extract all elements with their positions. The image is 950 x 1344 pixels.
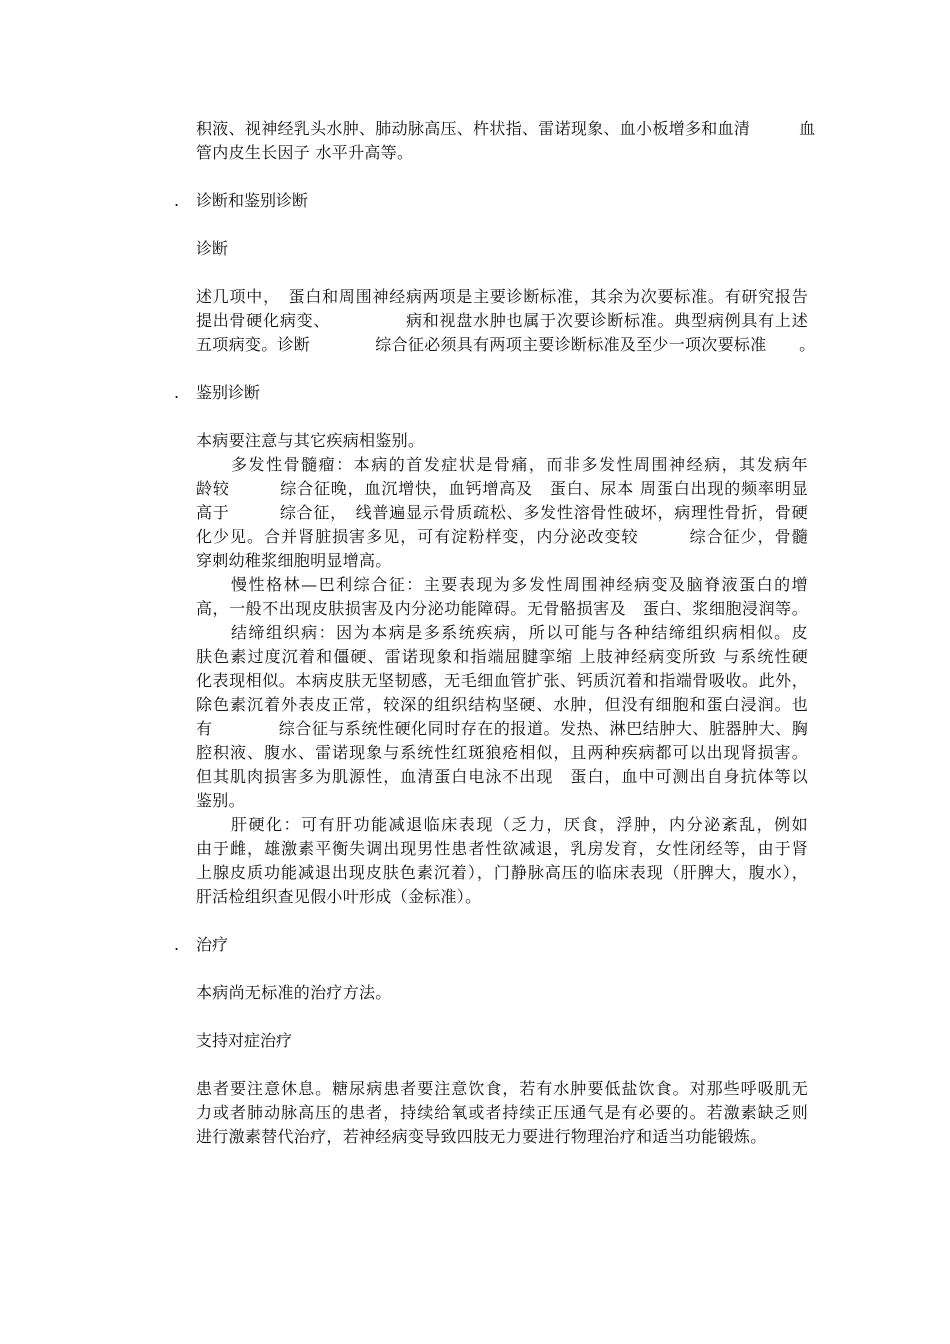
paragraph-line: 进行激素替代治疗，若神经病变导致四肢无力要进行物理治疗和适当功能锻炼。: [196, 1127, 767, 1146]
paragraph-line: 高，一般不出现皮肤损害及内分泌功能障碍。无骨骼损害及 蛋白、浆细胞浸润等。: [196, 599, 808, 618]
paragraph-line: 提出骨硬化病变、 病和视盘水肿也属于次要诊断标准。典型病例具有上述: [196, 311, 808, 330]
paragraph-line: 由于雌，雄激素平衡失调出现男性患者性欲减退，乳房发育，女性闭经等，由于肾: [196, 839, 808, 858]
paragraph-line: 结缔组织病：因为本病是多系统疾病，所以可能与各种结缔组织病相似。皮: [196, 623, 808, 642]
subheading-diagnosis: 诊断: [196, 239, 229, 258]
paragraph-line: 龄较 综合征晚，血沉增快，血钙增高及 蛋白、尿本 周蛋白出现的频率明显: [196, 479, 808, 498]
paragraph-line: 本病尚无标准的治疗方法。: [196, 983, 392, 1002]
paragraph-line: 除色素沉着外表皮正常，较深的组织结构坚硬、水肿，但没有细胞和蛋白浸润。也: [196, 695, 808, 714]
section-marker: .: [174, 383, 180, 402]
paragraph-line: 有 综合征与系统性硬化同时存在的报道。发热、淋巴结肿大、脏器肿大、胸: [196, 719, 808, 738]
paragraph-line: 力或者肺动脉高压的患者，持续给氧或者持续正压通气是有必要的。若激素缺乏则: [196, 1103, 808, 1122]
paragraph-line: 慢性格林—巴利综合征：主要表现为多发性周围神经病变及脑脊液蛋白的增: [196, 575, 808, 594]
paragraph-line: 本病要注意与其它疾病相鉴别。: [196, 431, 425, 450]
intro-line-1: 积液、视神经乳头水肿、肺动脉高压、杵状指、雷诺现象、血小板增多和血清 血: [196, 119, 816, 138]
paragraph-line: 肤色素过度沉着和僵硬、雷诺现象和指端屈腱挛缩 上肢神经病变所致 与系统性硬: [196, 647, 808, 666]
section-heading-diagnosis-differential: 诊断和鉴别诊断: [196, 191, 309, 210]
paragraph-line: 上腺皮质功能减退出现皮肤色素沉着），门静脉高压的临床表现（肝脾大，腹水），: [196, 863, 808, 882]
paragraph-line: 化表现相似。本病皮肤无坚韧感，无毛细血管扩张、钙质沉着和指端骨吸收。此外，: [196, 671, 808, 690]
paragraph-line: 肝硬化：可有肝功能减退临床表现（乏力，厌食，浮肿，内分泌紊乱，例如: [196, 815, 808, 834]
paragraph-line: 多发性骨髓瘤：本病的首发症状是骨痛，而非多发性周围神经病，其发病年: [196, 455, 808, 474]
section-heading-treatment: 治疗: [196, 935, 229, 954]
paragraph-line: 穿刺幼稚浆细胞明显增高。: [196, 551, 392, 570]
paragraph-line: 腔积液、腹水、雷诺现象与系统性红斑狼疮相似，且两种疾病都可以出现肾损害。: [196, 743, 808, 762]
paragraph-line: 述几项中， 蛋白和周围神经病两项是主要诊断标准，其余为次要标准。有研究报告: [196, 287, 808, 306]
paragraph-line: 化少见。合并肾脏损害多见，可有淀粉样变，内分泌改变较 综合征少，骨髓: [196, 527, 808, 546]
intro-line-2: 管内皮生长因子 水平升高等。: [196, 143, 414, 162]
paragraph-line: 患者要注意休息。糖尿病患者要注意饮食，若有水肿要低盐饮食。对那些呼吸肌无: [196, 1079, 808, 1098]
paragraph-line: 五项病变。诊断 综合征必须具有两项主要诊断标准及至少一项次要标准 。: [196, 335, 816, 354]
section-marker: .: [174, 191, 180, 210]
paragraph-line: 高于 综合征， 线普遍显示骨质疏松、多发性溶骨性破坏，病理性骨折，骨硬: [196, 503, 808, 522]
paragraph-line: 但其肌肉损害多为肌源性，血清蛋白电泳不出现 蛋白，血中可测出自身抗体等以: [196, 767, 808, 786]
paragraph-line: 肝活检组织查见假小叶形成（金标准）。: [196, 887, 482, 906]
subheading-supportive: 支持对症治疗: [196, 1031, 293, 1050]
paragraph-line: 鉴别。: [196, 791, 245, 810]
section-marker: .: [174, 935, 180, 954]
section-heading-differential: 鉴别诊断: [196, 383, 261, 402]
